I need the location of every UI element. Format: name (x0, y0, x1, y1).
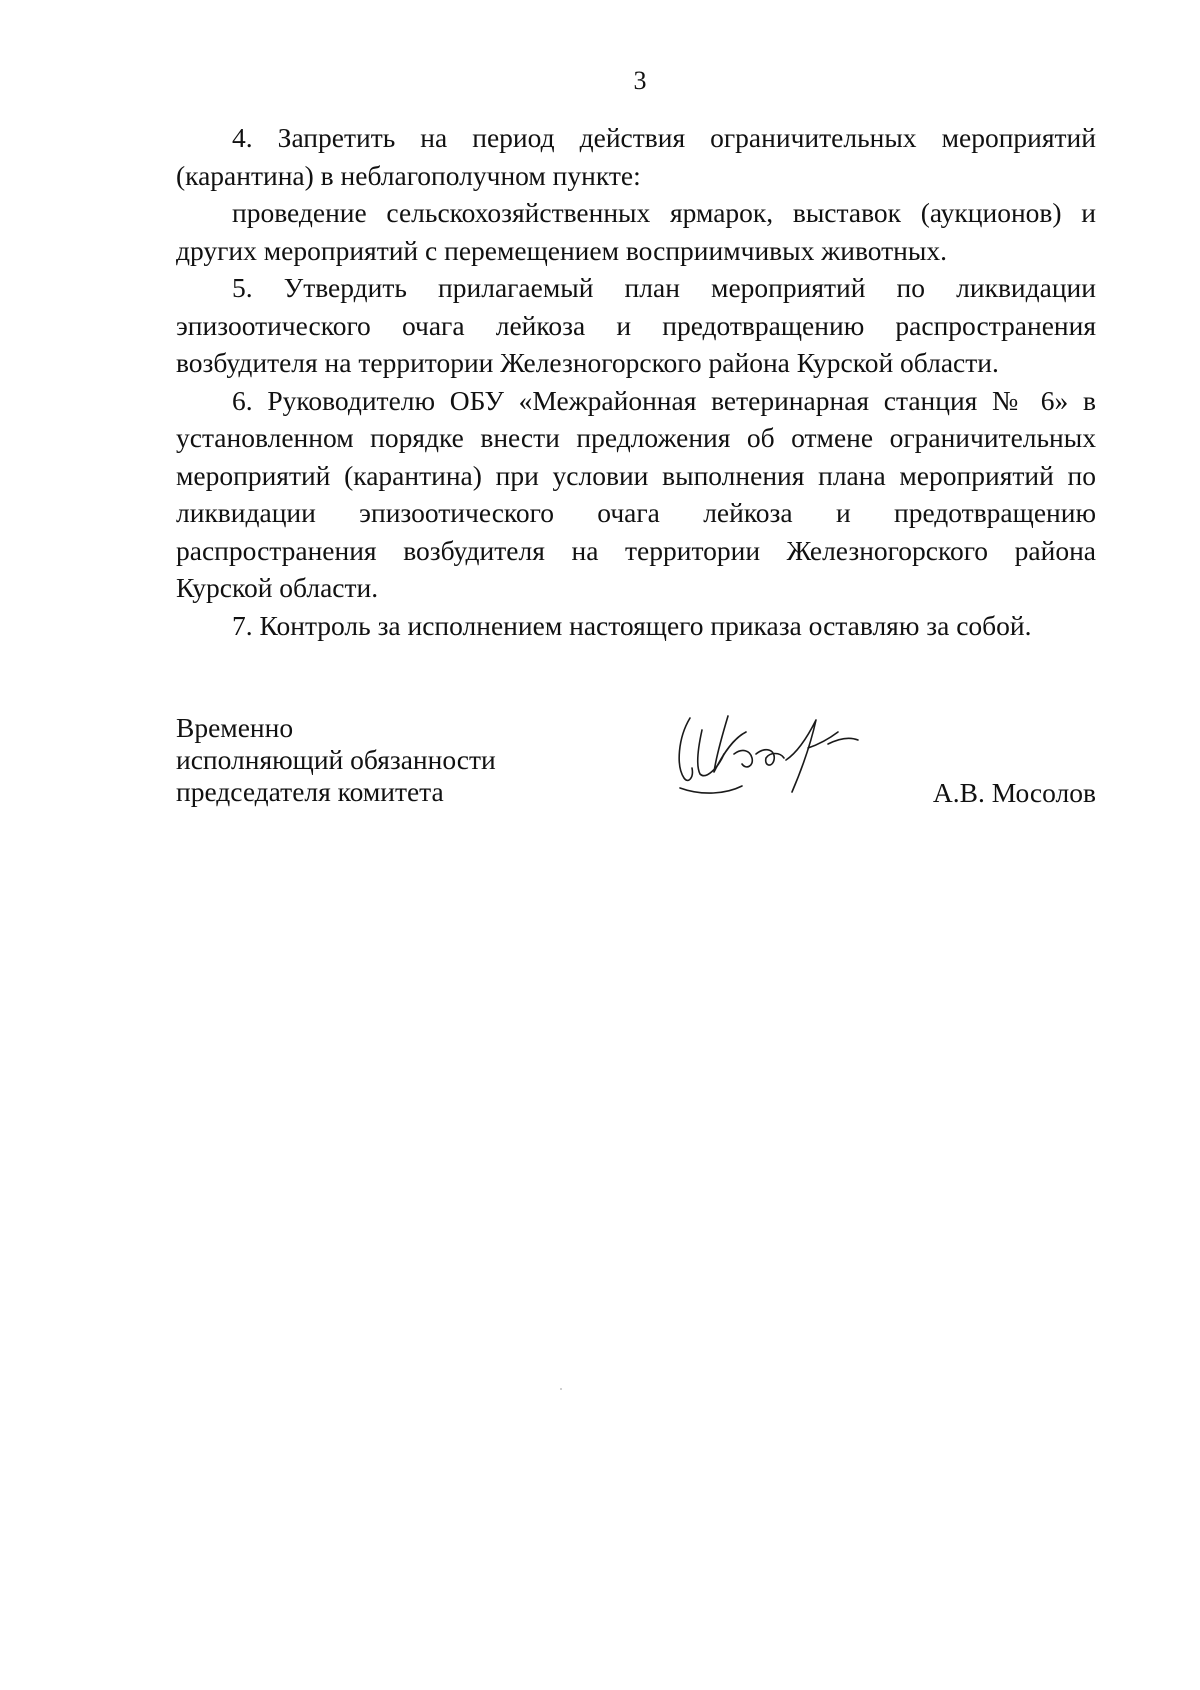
signer-position-line: исполняющий обязанности (176, 744, 496, 775)
signer-position-line: Временно (176, 712, 294, 743)
paragraph-item-4: 4. Запретить на период действия ограничительных мероприятий (карантина) в неблагополучном пункте: (176, 122, 1096, 191)
signer-position-line: председателя комитета (176, 776, 444, 807)
scan-speck (560, 1388, 562, 1390)
page-number: 3 (633, 66, 647, 95)
paragraph-item-5: 5. Утвердить прилагаемый план мероприятий по ликвидации эпизоотического очага лейкоза и предотвращению распространения возбудителя на территории Железногорского района Курской области. (176, 272, 1096, 378)
signer-name: А.В. Мосолов (932, 777, 1096, 808)
signature-block (176, 712, 1096, 832)
paragraph-item-7: 7. Контроль за исполнением настоящего приказа оставляю за собой. (232, 609, 1032, 641)
handwritten-signature (672, 708, 876, 808)
paragraph-item-4-subitem: проведение сельскохозяйственных ярмарок, выставок (аукционов) и других мероприятий с перемещением восприимчивых животных. (176, 197, 1096, 266)
document-body (176, 119, 1096, 644)
signer-position (176, 712, 496, 808)
paragraph-item-6: 6. Руководителю ОБУ «Межрайонная ветеринарная станция № 6» в установленном порядке внести предложения об отмене ограничительных мероприятий (карантина) при условии выполнения плана мероприятий по ликвидации эпизоотического очага лейкоза и предотвращению распространения возбудителя на территории Железногорского района Курской области. (176, 384, 1096, 603)
